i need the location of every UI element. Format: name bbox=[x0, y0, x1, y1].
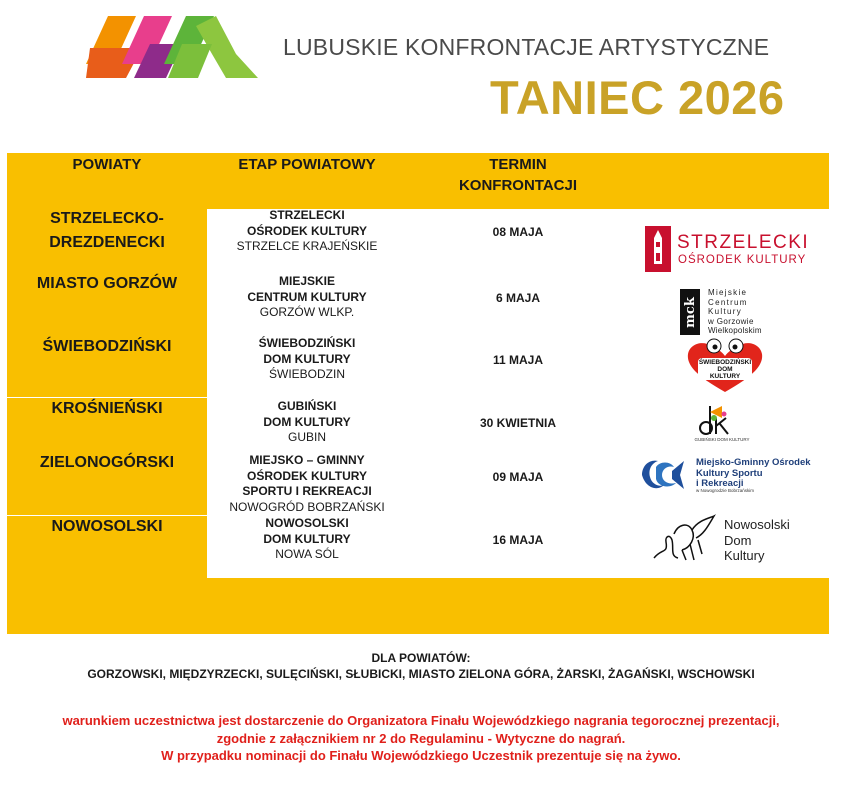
gdk-icon bbox=[692, 404, 752, 436]
venue-name: DOM KULTURY bbox=[263, 531, 351, 546]
venue-place: NOWA SÓL bbox=[275, 547, 339, 561]
swiebodzinski-dk-logo bbox=[684, 338, 766, 394]
participation-note-line: W przypadku nominacji do Finału Wojewódzkiego Uczestnik prezentuje się na żywo. bbox=[161, 748, 681, 763]
nowosolski-logo-line: Dom bbox=[724, 532, 752, 548]
venue-place: GORZÓW WLKP. bbox=[259, 305, 355, 319]
mck-logo-line: Miejskie bbox=[708, 288, 748, 297]
swiebodzinski-logo-line: DOM bbox=[717, 366, 733, 373]
mck-logo-line: Kultury bbox=[708, 307, 742, 317]
venue-name: OŚRODEK KULTURY bbox=[247, 468, 367, 483]
gubinski-dk-logo bbox=[692, 404, 752, 446]
tower-icon bbox=[645, 226, 671, 272]
gubinski-logo-caption: GUBIŃSKI DOM KULTURY bbox=[694, 437, 750, 442]
district-miasto-gorzow: MIASTO GORZÓW bbox=[36, 275, 178, 292]
mgoksir-logo-line: Miejsko-Gminny Ośrodek bbox=[696, 457, 811, 468]
venue-name: MIEJSKIE bbox=[278, 274, 335, 288]
mgoksir-logo-line: Kultury Sportu bbox=[696, 467, 763, 479]
venue-place: ŚWIEBODZIN bbox=[268, 367, 345, 381]
strzelecki-logo-line1: STRZELECKI bbox=[677, 232, 810, 253]
column-header-stage: ETAP POWIATOWY bbox=[238, 156, 376, 173]
mgoksir-logo-sub: w Nowogrodzie Bobrzańskim bbox=[696, 488, 755, 493]
mgoksir-logo-line: i Rekreacji bbox=[696, 478, 744, 489]
mck-mark-icon bbox=[680, 289, 700, 335]
district-nowosolski: NOWOSOLSKI bbox=[51, 518, 163, 535]
strzelecki-ok-logo bbox=[645, 226, 810, 274]
footer-label: DLA POWIATÓW: bbox=[371, 651, 471, 665]
venue-place: GUBIN bbox=[287, 430, 326, 444]
mck-logo-line: w Gorzowie bbox=[708, 316, 754, 326]
district-label: DREZDENECKI bbox=[49, 234, 165, 251]
mck-logo bbox=[680, 289, 800, 339]
nowosolski-line-art-icon bbox=[652, 514, 716, 564]
lka-logo-icon bbox=[86, 14, 258, 80]
swiebodzinski-logo-text bbox=[698, 359, 752, 380]
venue-nowosolski-dk bbox=[207, 516, 407, 563]
column-header-term-line2: KONFRONTACJI bbox=[458, 177, 578, 194]
venue-swiebodzinski-dk bbox=[207, 336, 407, 383]
district-swiebodzinski: ŚWIEBODZIŃSKI bbox=[42, 338, 172, 355]
venue-name: CENTRUM KULTURY bbox=[247, 289, 367, 304]
participation-note-line: warunkiem uczestnictwa jest dostarczenie do Organizatora Finału Wojewódzkiego nagrania tegorocznej prezentacji, bbox=[62, 713, 780, 728]
mck-mark-text: mck bbox=[682, 296, 698, 328]
participation-note bbox=[0, 712, 842, 765]
venue-name: MIEJSKO – GMINNY bbox=[249, 453, 365, 467]
strzelecki-logo-line2: OŚRODEK KULTURY bbox=[678, 254, 807, 266]
mgoksir-emblem-icon bbox=[638, 457, 686, 493]
column-header-term bbox=[407, 154, 629, 196]
mck-logo-line: Wielkopolskim bbox=[708, 326, 762, 336]
date-nowogrod: 09 MAJA bbox=[492, 470, 544, 484]
footer-districts: GORZOWSKI, MIĘDZYRZECKI, SULĘCIŃSKI, SŁUBICKI, MIASTO ZIELONA GÓRA, ŻARSKI, ŻAGAŃSKI, WSCHOWSKI bbox=[87, 667, 755, 681]
date-strzelecki: 08 MAJA bbox=[492, 225, 544, 239]
venue-mck-gorzow bbox=[207, 274, 407, 321]
venue-name: SPORTU I REKREACJI bbox=[242, 484, 372, 498]
swiebodzinski-logo-line: KULTURY bbox=[709, 373, 741, 380]
venue-strzelecki-ok bbox=[207, 208, 407, 255]
venue-place: NOWOGRÓD BOBRZAŃSKI bbox=[229, 499, 385, 514]
date-nowa-sol: 16 MAJA bbox=[492, 533, 544, 547]
venue-mgoksir bbox=[207, 453, 407, 515]
mgoksir-logo bbox=[638, 457, 813, 497]
nowosolski-logo-line: Kultury bbox=[724, 548, 765, 563]
mck-logo-text bbox=[708, 288, 762, 336]
venue-name: GUBIŃSKI bbox=[277, 399, 337, 413]
district-label: STRZELECKO- bbox=[50, 210, 164, 227]
venue-name: DOM KULTURY bbox=[263, 414, 351, 429]
district-krosnienski: KROŚNIEŃSKI bbox=[51, 400, 163, 417]
mck-logo-line: Centrum bbox=[708, 297, 748, 307]
participation-note-line: zgodnie z załącznikiem nr 2 do Regulaminu - Wytyczne do nagrań. bbox=[216, 730, 626, 746]
header-subtitle: LUBUSKIE KONFRONTACJE ARTYSTYCZNE bbox=[283, 34, 770, 60]
nowosolski-logo-text bbox=[724, 517, 790, 564]
venue-name: OŚRODEK KULTURY bbox=[247, 223, 367, 238]
date-swiebodzin: 11 MAJA bbox=[492, 353, 544, 367]
date-gubin: 30 KWIETNIA bbox=[479, 416, 556, 430]
venue-name: DOM KULTURY bbox=[263, 351, 351, 366]
swiebodzinski-logo-line: ŚWIEBODZIŃSKI bbox=[698, 359, 752, 366]
nowosolski-logo-line: Nowosolski bbox=[724, 517, 790, 532]
date-gorzow: 6 MAJA bbox=[495, 291, 540, 305]
venue-name: STRZELECKI bbox=[269, 208, 345, 222]
venue-name: NOWOSOLSKI bbox=[265, 516, 349, 530]
column-header-term-line1: TERMIN bbox=[489, 156, 547, 173]
page-title: TANIEC 2026 bbox=[490, 71, 785, 124]
column-header-district: POWIATY bbox=[72, 156, 142, 173]
venue-place: STRZELCE KRAJEŃSKIE bbox=[236, 239, 378, 253]
nowosolski-dk-logo bbox=[652, 514, 802, 566]
venue-gubinski-dk bbox=[207, 399, 407, 446]
mgoksir-logo-text bbox=[696, 458, 811, 490]
venue-name: ŚWIEBODZIŃSKI bbox=[258, 336, 356, 350]
district-strzelecko-drezdenecki bbox=[7, 207, 207, 255]
district-zielonogorski: ZIELONOGÓRSKI bbox=[39, 454, 175, 471]
